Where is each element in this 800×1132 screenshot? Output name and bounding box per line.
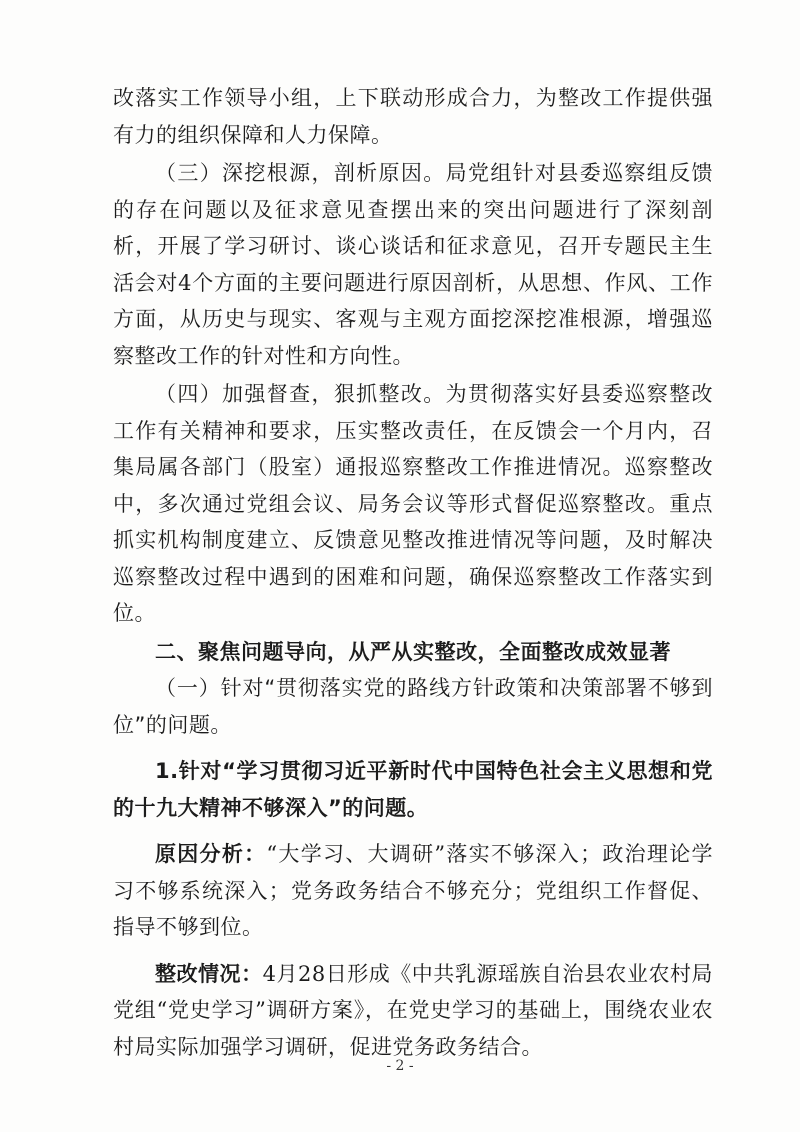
paragraph-section-three <box>113 155 713 374</box>
paragraph-cause-analysis <box>113 836 713 946</box>
section-two-heading: 二、聚焦问题导向，从严从实整改，全面整改成效显著 <box>155 639 671 664</box>
paragraph-rectification <box>113 956 713 1066</box>
rectification-label: 整改情况： <box>155 961 263 986</box>
paragraph-section-four <box>113 376 713 632</box>
subsection-one: （一）针对“贯彻落实党的路线方针政策和决策部署不够到位”的问题。 <box>113 676 713 737</box>
section-four-heading: （四）加强督查，狠抓整改。 <box>155 382 446 406</box>
section-three-heading: （三）深挖根源，剖析原因。 <box>155 161 446 185</box>
document-body <box>113 80 713 1065</box>
section-four-body: 为贯彻落实好县委巡察整改工作有关精神和要求，压实整改责任，在反馈会一个月内，召集局属各部门（股室）通报巡察整改工作推进情况。巡察整改中，多次通过党组会议、局务会议等形式督促巡察整改。重点抓实机构制度建立、反馈意见整改推进情况等问题，及时解决巡察整改过程中遇到的困难和问题，确保巡察整改工作落实到位。 <box>113 382 714 625</box>
cause-analysis-label: 原因分析： <box>155 842 267 866</box>
item-one-heading: 1.针对“学习贯彻习近平新时代中国特色社会主义思想和党的十九大精神不够深入”的问题。 <box>113 759 713 820</box>
rectification-body: 4月28日形成《中共乳源瑶族自治县农业农村局党组“党史学习”调研方案》，在党史学习的基础上，围绕农业农村局实际加强学习调研，促进党务政务结合。 <box>113 961 713 1059</box>
section-three-body: 局党组针对县委巡察组反馈的存在问题以及征求意见查摆出来的突出问题进行了深刻剖析，开展了学习研讨、谈心谈话和征求意见，召开专题民主生活会对4个方面的主要问题进行原因剖析，从思想、作风、工作方面，从历史与现实、客观与主观方面挖深挖准根源，增强巡察整改工作的针对性和方向性。 <box>113 161 714 368</box>
cause-analysis-body: “大学习、大调研”落实不够深入；政治理论学习不够系统深入；党务政务结合不够充分；党组织工作督促、指导不够到位。 <box>113 842 713 939</box>
paragraph-continued: 改落实工作领导小组，上下联动形成合力，为整改工作提供强有力的组织保障和人力保障。 <box>113 86 713 147</box>
page-number: - 2 - <box>386 1058 414 1074</box>
